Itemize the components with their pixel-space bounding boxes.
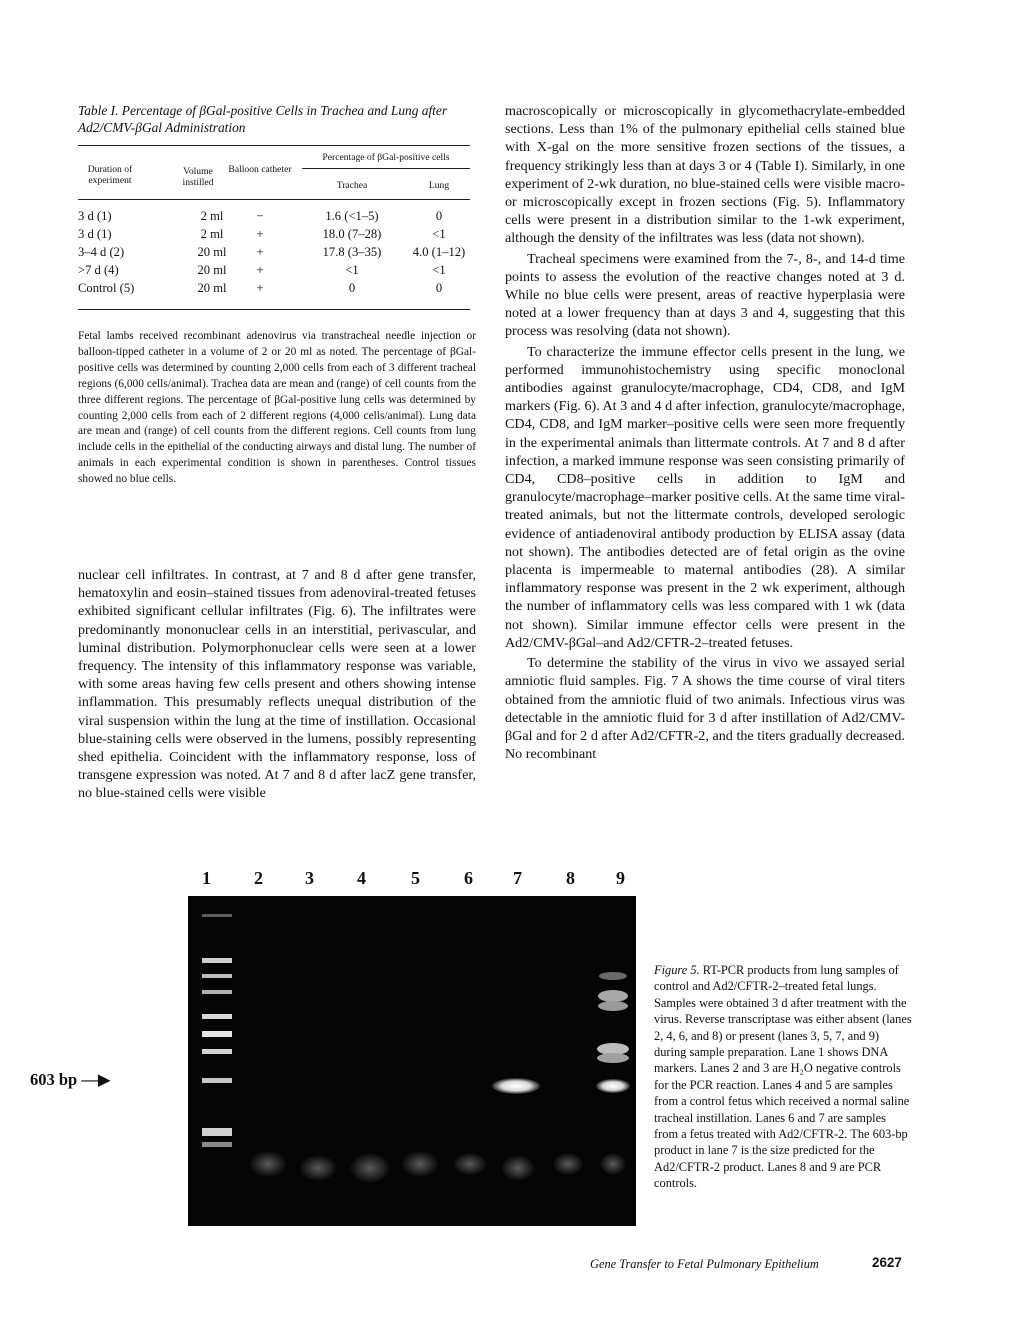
cell-volume: 20 ml bbox=[197, 245, 227, 259]
cell-trachea: 0 bbox=[348, 281, 356, 295]
size-marker bbox=[30, 1070, 111, 1090]
arrow-right-icon: —▶ bbox=[81, 1070, 111, 1089]
body-paragraph: nuclear cell infiltrates. In contrast, at 7 and 8 d after gene transfer, hematoxylin and eosin–stained tissues from adenoviral-treated fetuses exhibited significant cellular infiltrates (Fig. 6). The infiltrates were predominantly mononuclear cells in an interstitial, perivascular, and luminal distribution. Polymorphonuclear cells were seen at a lower frequency. The intensity of this inflammatory response was variable, with some areas having few cells present and others showing intense inflammation. This presumably reflects unequal distribution of the viral suspension within the lung at the time of instillation. Occasional blue-staining cells were observed in the lumens, possibly representing shed epithelia. Coincident with the inflammatory response, loss of transgene expression was noted. At 7 and 8 d after lacZ gene transfer, no blue-stained cells were visible bbox=[78, 567, 476, 802]
table-bottom-rule bbox=[78, 309, 470, 310]
cell-lung: 0 bbox=[435, 281, 443, 295]
body-paragraph: macroscopically or microscopically in glycomethacrylate-embedded sections. Less than 1% of the pulmonary epithelial cells stained blue with X-gal on the more sensitive frozen sections of the tissues, a frequency strikingly less than at days 3 or 4 (Table I). Similarly, in one experiment of 2-wk duration, no blue-stained cells were visible macro- or microscopically except in frozen sections (Fig. 5). Inflammatory cells were present in a distribution similar to the 1-wk experiment, although the density of the infiltrates was less (data not shown). bbox=[505, 103, 905, 247]
cell-trachea: 18.0 (7–28) bbox=[322, 227, 382, 241]
body-paragraph: Tracheal specimens were examined from the 7-, 8-, and 14-d time points to assess the evolution of the reactive changes noted at 3 d. While no blue cells were present, areas of reactive hyperplasia were noted at a lower frequency than at days 3 and 4, suggesting that this process was resolving (data not shown). bbox=[505, 250, 905, 340]
cell-balloon: + bbox=[256, 227, 264, 241]
figure-caption bbox=[654, 962, 912, 1192]
header-volume: Volume instilled bbox=[182, 166, 214, 188]
product-band-lane-7 bbox=[492, 1078, 540, 1094]
table-top-rule bbox=[78, 145, 470, 146]
header-duration: Duration of experiment bbox=[87, 164, 133, 186]
lane-label: 7 bbox=[513, 868, 522, 888]
header-percentage: Percentage of βGal-positive cells bbox=[322, 152, 450, 163]
lane-label: 3 bbox=[305, 868, 314, 888]
lane-label: 1 bbox=[202, 868, 211, 888]
cell-trachea: 1.6 (<1–5) bbox=[325, 209, 379, 223]
body-paragraph: To characterize the immune effector cells present in the lung, we performed immunohistochemistry using specific monoclonal antibodies against granulocyte/macrophage, CD4, CD8, and IgM markers (Fig. 6). At 3 and 4 d after infection, granulocyte/macrophage, CD4, CD8, and IgM marker–positive cells were seen more frequently in the experimental animals than littermate controls. At 7 and 8 d after infection, a marked immune response was seen consisting primarily of CD4, CD8–positive cells in addition to IgM and granulocyte/macrophage–marker positive cells. At the same time viral-treated animals, but not the littermate controls, developed serologic evidence of antiadenoviral antibody production by ELISA assay (data not shown). The antibodies detected are of fetal origin as the ovine placenta is impermeable to maternal antibodies (28). A similar inflammatory response was present in the 2 wk experiment, although the number of inflammatory cells was less compared with 1 wk (data not shown). Similar immune effector cells were present in the Ad2/CMV-βGal–and Ad2/CFTR-2–treated fetuses. bbox=[505, 343, 905, 651]
header-trachea: Trachea bbox=[336, 180, 368, 191]
cell-duration: 3 d (1) bbox=[78, 227, 112, 241]
cell-duration: 3–4 d (2) bbox=[78, 245, 125, 259]
lane-label: 6 bbox=[464, 868, 473, 888]
cell-balloon: + bbox=[256, 281, 264, 295]
gel-photo bbox=[188, 896, 636, 1226]
table-footnote: Fetal lambs received recombinant adenovirus via transtracheal needle injection or balloon-tipped catheter in a volume of 2 or 20 ml as noted. The percentage of βGal-positive cells was determined by counting 2,000 cells from each of 3 different tracheal regions (6,000 cells/animal). Trachea data are mean and (range) of cell counts from the three different regions. The percentage of βGal-positive lung cells was determined by counting 2,000 cells from each of 2 different regions (4,000 cells/animal). Lung data are mean and (range) of cell counts from the different regions. Cell counts from lung include cells in the epithelial of the conducting airways and distal lung. The number of animals in each experimental condition is shown in parentheses. Control tissues showed no blue cells. bbox=[78, 330, 476, 486]
cell-lung: <1 bbox=[432, 263, 446, 277]
cell-lung: <1 bbox=[432, 227, 446, 241]
lane-label: 8 bbox=[566, 868, 575, 888]
lane-label: 9 bbox=[616, 868, 625, 888]
figure-caption-text: RT-PCR products from lung samples of control and Ad2/CFTR-2–treated fetal lungs. Samples were obtained 3 d after treatment with the virus. Reverse transcriptase was either absent (lanes 2, 4, 6, and 8) or present (lanes 3, 5, 7, and 9) during sample preparation. Lane 1 shows DNA markers. Lanes 2 and 3 are H₂O negative controls for the PCR reaction. Lanes 4 and 5 are samples from a control fetus which received a normal saline tracheal instillation. Lanes 6 and 7 are samples from a fetus treated with Ad2/CFTR-2. The 603-bp product in lane 7 is the size predicted for the Ad2/CFTR-2 product. Lanes 8 and 9 are PCR controls. bbox=[654, 963, 912, 1191]
table-caption: Table I. Percentage of βGal-positive Cells in Trachea and Lung after Ad2/CMV-βGal Administration bbox=[78, 103, 448, 135]
cell-balloon: − bbox=[256, 209, 264, 223]
lane-label: 5 bbox=[411, 868, 420, 888]
figure-caption-lead: Figure 5. bbox=[654, 963, 700, 977]
cell-duration: 3 d (1) bbox=[78, 209, 112, 223]
cell-volume: 20 ml bbox=[197, 263, 227, 277]
header-lung: Lung bbox=[428, 180, 450, 191]
gel-image bbox=[188, 896, 636, 1226]
table-group-rule bbox=[302, 168, 470, 169]
page-number: 2627 bbox=[872, 1255, 902, 1270]
table-header-rule bbox=[78, 199, 470, 200]
lane-label: 4 bbox=[357, 868, 366, 888]
right-column bbox=[505, 102, 905, 763]
cell-lung: 0 bbox=[435, 209, 443, 223]
header-balloon: Balloon catheter bbox=[228, 164, 292, 175]
cell-duration: Control (5) bbox=[78, 281, 135, 295]
cell-duration: >7 d (4) bbox=[78, 263, 119, 277]
cell-trachea: 17.8 (3–35) bbox=[322, 245, 382, 259]
cell-volume: 20 ml bbox=[197, 281, 227, 295]
running-title: Gene Transfer to Fetal Pulmonary Epithelium bbox=[590, 1257, 819, 1271]
body-paragraph: To determine the stability of the virus in vivo we assayed serial amniotic fluid samples. Fig. 7 A shows the time course of viral titers obtained from the amniotic fluid of two animals. Infectious virus was detectable in the amniotic fluid for 3 d after instillation of Ad2/CMV-βGal and for 2 d after Ad2/CFTR-2, and the titers gradually decreased. No recombinant bbox=[505, 655, 905, 763]
size-marker-label: 603 bp bbox=[30, 1070, 78, 1089]
cell-volume: 2 ml bbox=[200, 209, 224, 223]
cell-balloon: + bbox=[256, 245, 264, 259]
cell-trachea: <1 bbox=[345, 263, 359, 277]
cell-volume: 2 ml bbox=[200, 227, 224, 241]
cell-balloon: + bbox=[256, 263, 264, 277]
lane-label: 2 bbox=[254, 868, 263, 888]
left-column bbox=[78, 566, 476, 803]
cell-lung: 4.0 (1–12) bbox=[412, 245, 466, 259]
